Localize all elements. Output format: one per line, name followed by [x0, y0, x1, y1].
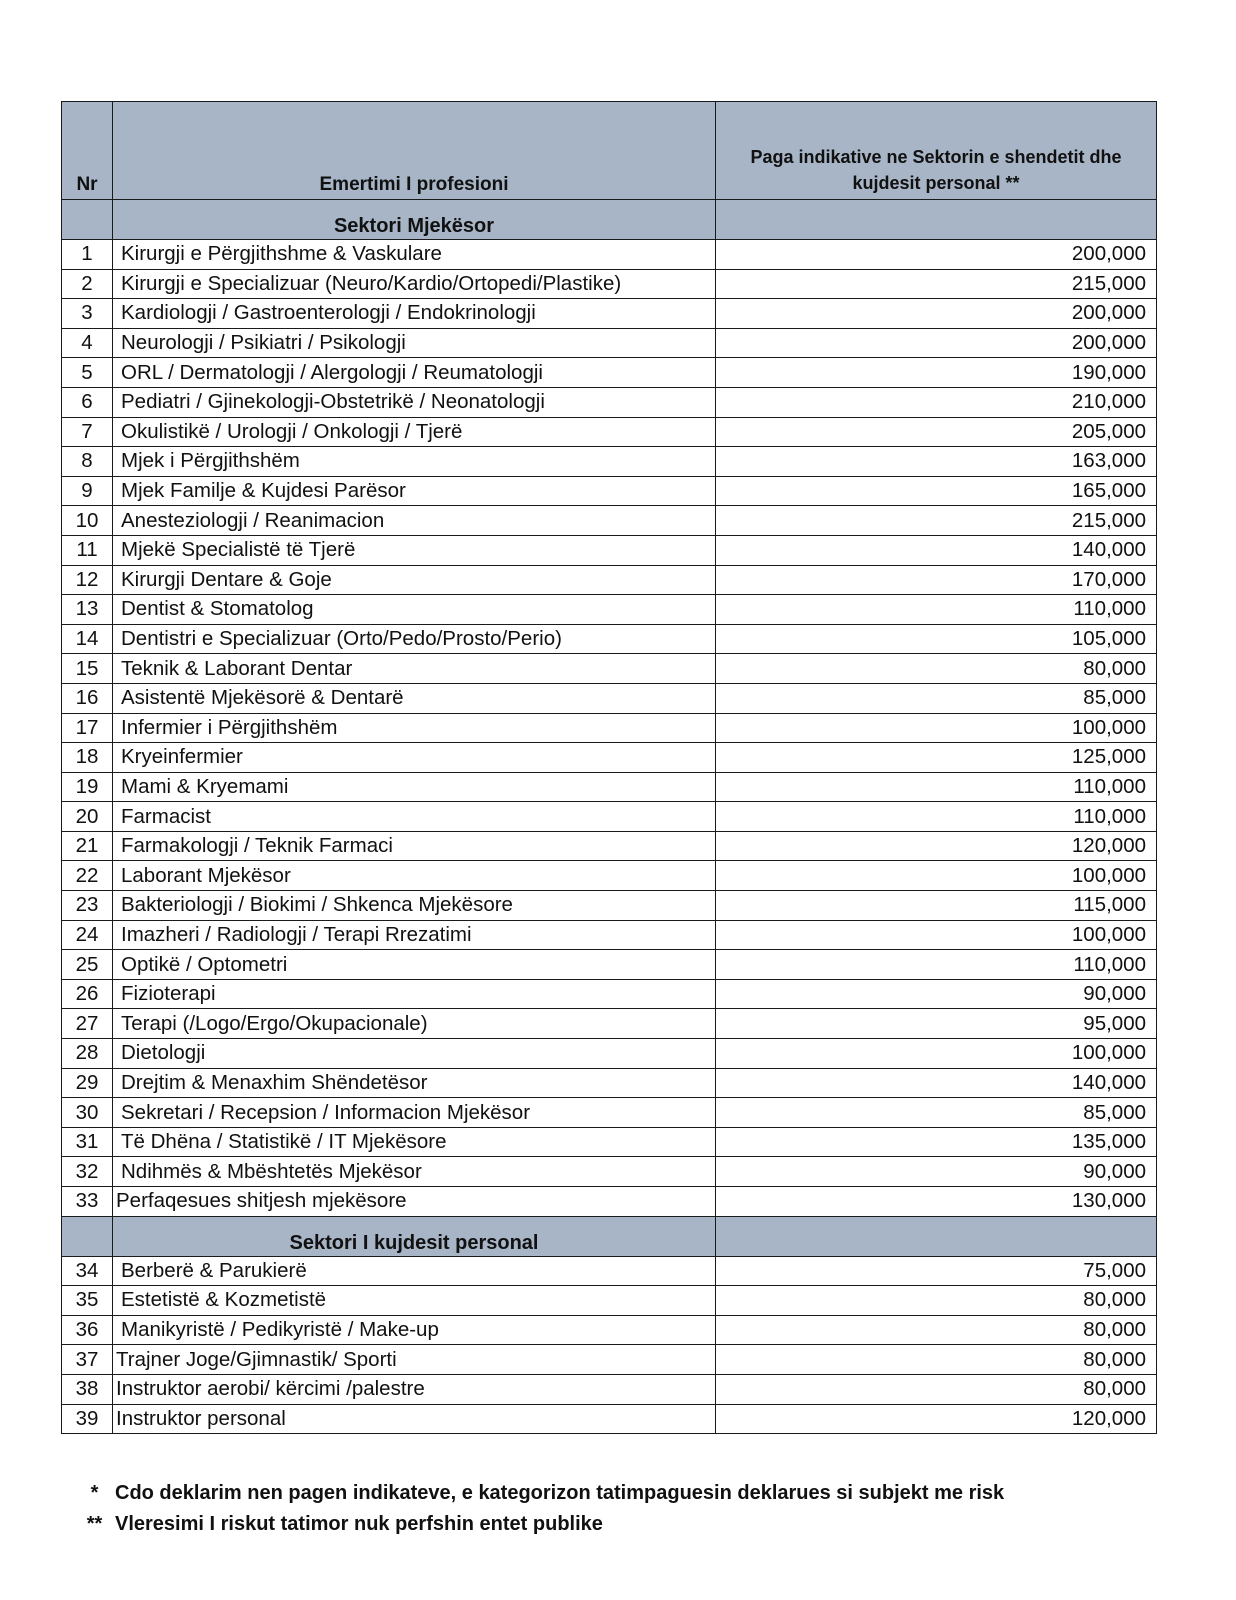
indicative-salary: 215,000 [716, 506, 1157, 536]
row-number: 8 [62, 447, 113, 477]
table-row [62, 654, 1157, 684]
indicative-salary: 130,000 [716, 1187, 1157, 1217]
row-number: 35 [62, 1286, 113, 1316]
row-number: 22 [62, 861, 113, 891]
profession-name: Farmakologji / Teknik Farmaci [113, 831, 716, 861]
profession-name: Asistentë Mjekësorë & Dentarë [113, 683, 716, 713]
indicative-salary: 110,000 [716, 802, 1157, 832]
table-row [62, 1157, 1157, 1187]
indicative-salary: 190,000 [716, 358, 1157, 388]
row-number: 30 [62, 1098, 113, 1128]
row-number: 14 [62, 624, 113, 654]
indicative-salary: 115,000 [716, 891, 1157, 921]
row-number: 37 [62, 1345, 113, 1375]
table-row [62, 595, 1157, 625]
indicative-salary: 200,000 [716, 328, 1157, 358]
row-number: 12 [62, 565, 113, 595]
row-number: 7 [62, 417, 113, 447]
indicative-salary: 140,000 [716, 1068, 1157, 1098]
profession-name: Laborant Mjekësor [113, 861, 716, 891]
table-row [62, 535, 1157, 565]
row-number: 31 [62, 1127, 113, 1157]
table-row [62, 624, 1157, 654]
profession-name: Mjekë Specialistë të Tjerë [113, 535, 716, 565]
row-number: 29 [62, 1068, 113, 1098]
profession-name: Mjek Familje & Kujdesi Parësor [113, 476, 716, 506]
indicative-salary: 105,000 [716, 624, 1157, 654]
row-number: 16 [62, 683, 113, 713]
indicative-salary: 80,000 [716, 1315, 1157, 1345]
footnote [74, 1478, 1004, 1509]
table-row [62, 1009, 1157, 1039]
profession-name: Instruktor aerobi/ kërcimi /palestre [113, 1374, 716, 1404]
profession-name: Trajner Joge/Gjimnastik/ Sporti [113, 1345, 716, 1375]
profession-name: Estetistë & Kozmetistë [113, 1286, 716, 1316]
row-number: 23 [62, 891, 113, 921]
profession-name: Dentist & Stomatolog [113, 595, 716, 625]
table-row [62, 683, 1157, 713]
indicative-salary: 100,000 [716, 713, 1157, 743]
profession-name: Imazheri / Radiologji / Terapi Rrezatimi [113, 920, 716, 950]
profession-name: Farmacist [113, 802, 716, 832]
profession-name: Kirurgji e Përgjithshme & Vaskulare [113, 240, 716, 270]
table-row [62, 772, 1157, 802]
indicative-salary: 100,000 [716, 920, 1157, 950]
table-row [62, 1256, 1157, 1286]
table-row [62, 802, 1157, 832]
table-row [62, 1098, 1157, 1128]
indicative-salary: 120,000 [716, 831, 1157, 861]
indicative-salary: 80,000 [716, 1286, 1157, 1316]
profession-name: Instruktor personal [113, 1404, 716, 1434]
row-number: 27 [62, 1009, 113, 1039]
indicative-salary: 120,000 [716, 1404, 1157, 1434]
profession-name: Të Dhëna / Statistikë / IT Mjekësore [113, 1127, 716, 1157]
footnote-mark: * [90, 1482, 99, 1504]
row-number: 3 [62, 299, 113, 329]
indicative-salary: 200,000 [716, 299, 1157, 329]
profession-name: Bakteriologji / Biokimi / Shkenca Mjekësore [113, 891, 716, 921]
table-row [62, 979, 1157, 1009]
indicative-salary: 140,000 [716, 535, 1157, 565]
row-number: 38 [62, 1374, 113, 1404]
indicative-salary: 95,000 [716, 1009, 1157, 1039]
profession-name: Terapi (/Logo/Ergo/Okupacionale) [113, 1009, 716, 1039]
row-number: 11 [62, 535, 113, 565]
row-number: 2 [62, 269, 113, 299]
profession-name: Okulistikë / Urologji / Onkologji / Tjerë [113, 417, 716, 447]
table-row [62, 506, 1157, 536]
section-title: Sektori I kujdesit personal [113, 1216, 716, 1256]
table-row [62, 565, 1157, 595]
table-row [62, 358, 1157, 388]
table-row [62, 1315, 1157, 1345]
row-number: 32 [62, 1157, 113, 1187]
row-number: 21 [62, 831, 113, 861]
row-number: 20 [62, 802, 113, 832]
column-header-nr: Nr [62, 102, 113, 200]
footnote-mark: ** [86, 1513, 103, 1535]
profession-name: Manikyristë / Pedikyristë / Make-up [113, 1315, 716, 1345]
profession-name: Ndihmës & Mbështetës Mjekësor [113, 1157, 716, 1187]
row-number: 33 [62, 1187, 113, 1217]
indicative-salary: 125,000 [716, 743, 1157, 773]
section-header-row [62, 1216, 1157, 1256]
section-value-cell [716, 1216, 1157, 1256]
indicative-salary: 85,000 [716, 1098, 1157, 1128]
indicative-salary: 110,000 [716, 595, 1157, 625]
section-title: Sektori Mjekësor [113, 200, 716, 240]
indicative-salary: 110,000 [716, 950, 1157, 980]
indicative-salary: 80,000 [716, 1374, 1157, 1404]
row-number: 9 [62, 476, 113, 506]
table-row [62, 920, 1157, 950]
row-number: 6 [62, 387, 113, 417]
indicative-salary: 85,000 [716, 683, 1157, 713]
table-row [62, 299, 1157, 329]
table-row [62, 743, 1157, 773]
table-row [62, 861, 1157, 891]
footnote [74, 1509, 1004, 1540]
profession-name: ORL / Dermatologji / Alergologji / Reumatologji [113, 358, 716, 388]
profession-name: Drejtim & Menaxhim Shëndetësor [113, 1068, 716, 1098]
table-row [62, 1374, 1157, 1404]
row-number: 25 [62, 950, 113, 980]
row-number: 4 [62, 328, 113, 358]
table-row [62, 447, 1157, 477]
indicative-salary: 210,000 [716, 387, 1157, 417]
table-row [62, 1404, 1157, 1434]
profession-name: Optikë / Optometri [113, 950, 716, 980]
table-row [62, 387, 1157, 417]
salary-table [61, 101, 1157, 1434]
indicative-salary: 80,000 [716, 654, 1157, 684]
indicative-salary: 80,000 [716, 1345, 1157, 1375]
row-number: 15 [62, 654, 113, 684]
indicative-salary: 75,000 [716, 1256, 1157, 1286]
profession-name: Kardiologji / Gastroenterologji / Endokrinologji [113, 299, 716, 329]
table-row [62, 1068, 1157, 1098]
table-row [62, 1039, 1157, 1069]
indicative-salary: 110,000 [716, 772, 1157, 802]
indicative-salary: 205,000 [716, 417, 1157, 447]
column-header-profession: Emertimi I profesioni [113, 102, 716, 200]
footnotes [74, 1478, 1004, 1540]
table-row [62, 240, 1157, 270]
table-row [62, 269, 1157, 299]
indicative-salary: 163,000 [716, 447, 1157, 477]
footnote-text: Vleresimi I riskut tatimor nuk perfshin entet publike [115, 1513, 603, 1535]
profession-name: Infermier i Përgjithshëm [113, 713, 716, 743]
indicative-salary: 100,000 [716, 1039, 1157, 1069]
indicative-salary: 100,000 [716, 861, 1157, 891]
profession-name: Kryeinfermier [113, 743, 716, 773]
footnote-text: Cdo deklarim nen pagen indikateve, e kategorizon tatimpaguesin deklarues si subjekt me risk [115, 1482, 1005, 1504]
table-row [62, 1127, 1157, 1157]
profession-name: Teknik & Laborant Dentar [113, 654, 716, 684]
row-number: 10 [62, 506, 113, 536]
table-row [62, 1345, 1157, 1375]
profession-name: Fizioterapi [113, 979, 716, 1009]
row-number: 24 [62, 920, 113, 950]
row-number: 26 [62, 979, 113, 1009]
indicative-salary: 135,000 [716, 1127, 1157, 1157]
row-number: 19 [62, 772, 113, 802]
section-header-row [62, 200, 1157, 240]
profession-name: Perfaqesues shitjesh mjekësore [113, 1187, 716, 1217]
row-number: 39 [62, 1404, 113, 1434]
row-number: 1 [62, 240, 113, 270]
profession-name: Kirurgji e Specializuar (Neuro/Kardio/Ortopedi/Plastike) [113, 269, 716, 299]
table-row [62, 891, 1157, 921]
profession-name: Mjek i Përgjithshëm [113, 447, 716, 477]
row-number: 34 [62, 1256, 113, 1286]
table-row [62, 831, 1157, 861]
profession-name: Pediatri / Gjinekologji-Obstetrikë / Neonatologji [113, 387, 716, 417]
profession-name: Berberë & Parukierë [113, 1256, 716, 1286]
indicative-salary: 90,000 [716, 1157, 1157, 1187]
table-row [62, 713, 1157, 743]
profession-name: Dietologji [113, 1039, 716, 1069]
row-number: 36 [62, 1315, 113, 1345]
section-value-cell [716, 200, 1157, 240]
profession-name: Kirurgji Dentare & Goje [113, 565, 716, 595]
row-number: 18 [62, 743, 113, 773]
column-header-indicative-salary: Paga indikative ne Sektorin e shendetit dhe kujdesit personal ** [716, 102, 1157, 200]
indicative-salary: 170,000 [716, 565, 1157, 595]
table-row [62, 417, 1157, 447]
indicative-salary: 165,000 [716, 476, 1157, 506]
section-nr-cell [62, 1216, 113, 1256]
indicative-salary: 215,000 [716, 269, 1157, 299]
row-number: 13 [62, 595, 113, 625]
row-number: 5 [62, 358, 113, 388]
profession-name: Dentistri e Specializuar (Orto/Pedo/Prosto/Perio) [113, 624, 716, 654]
table-row [62, 950, 1157, 980]
profession-name: Anesteziologji / Reanimacion [113, 506, 716, 536]
profession-name: Mami & Kryemami [113, 772, 716, 802]
table-row [62, 1286, 1157, 1316]
indicative-salary: 90,000 [716, 979, 1157, 1009]
profession-name: Neurologji / Psikiatri / Psikologji [113, 328, 716, 358]
profession-name: Sekretari / Recepsion / Informacion Mjekësor [113, 1098, 716, 1128]
table-row [62, 1187, 1157, 1217]
row-number: 28 [62, 1039, 113, 1069]
indicative-salary: 200,000 [716, 240, 1157, 270]
table-header-row [62, 102, 1157, 200]
table-row [62, 476, 1157, 506]
table-row [62, 328, 1157, 358]
section-nr-cell [62, 200, 113, 240]
row-number: 17 [62, 713, 113, 743]
